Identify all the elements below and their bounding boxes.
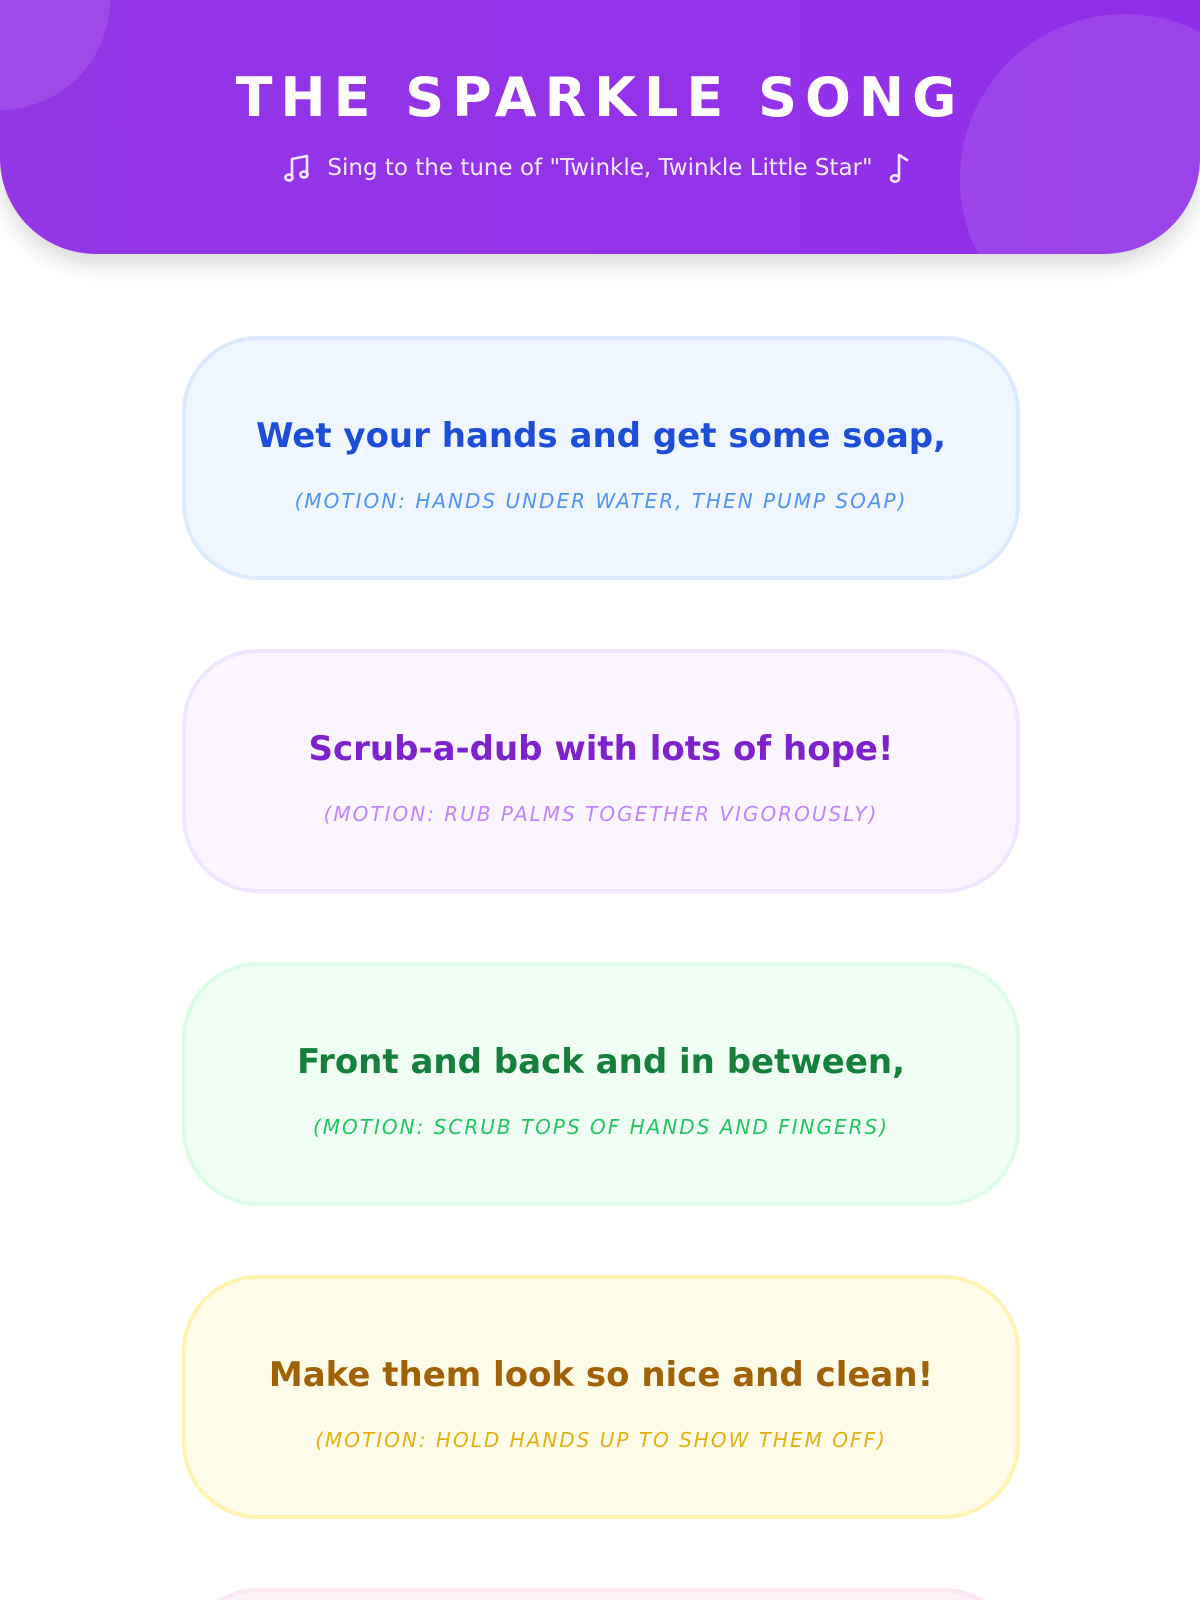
subtitle-text: Sing to the tune of "Twinkle, Twinkle Little Star"	[327, 155, 873, 181]
song-header	[0, 0, 1200, 254]
verse-card	[182, 336, 1020, 580]
verse-card	[182, 962, 1020, 1206]
music-notes-icon	[283, 150, 313, 186]
verse-motion: (MOTION: HOLD HANDS UP TO SHOW THEM OFF)	[315, 1428, 887, 1452]
decorative-bubble-right	[960, 14, 1200, 254]
verse-motion: (MOTION: HANDS UNDER WATER, THEN PUMP SOAP)	[294, 489, 908, 513]
verse-line: Front and back and in between,	[297, 1042, 905, 1082]
verse-line: Scrub-a-dub with lots of hope!	[308, 729, 894, 769]
page-subtitle	[0, 148, 1200, 188]
verse-line: Wet your hands and get some soap,	[255, 416, 947, 456]
verse-motion: (MOTION: RUB PALMS TOGETHER VIGOROUSLY)	[323, 802, 879, 826]
verse-card	[182, 1275, 1020, 1519]
verse-motion: (MOTION: SCRUB TOPS OF HANDS AND FINGERS)	[312, 1115, 890, 1139]
music-note-icon	[885, 150, 915, 186]
verse-card-partial	[182, 1588, 1020, 1600]
verse-line: Make them look so nice and clean!	[268, 1355, 934, 1395]
verse-card	[182, 649, 1020, 893]
page-title: THE SPARKLE SONG	[235, 66, 965, 129]
